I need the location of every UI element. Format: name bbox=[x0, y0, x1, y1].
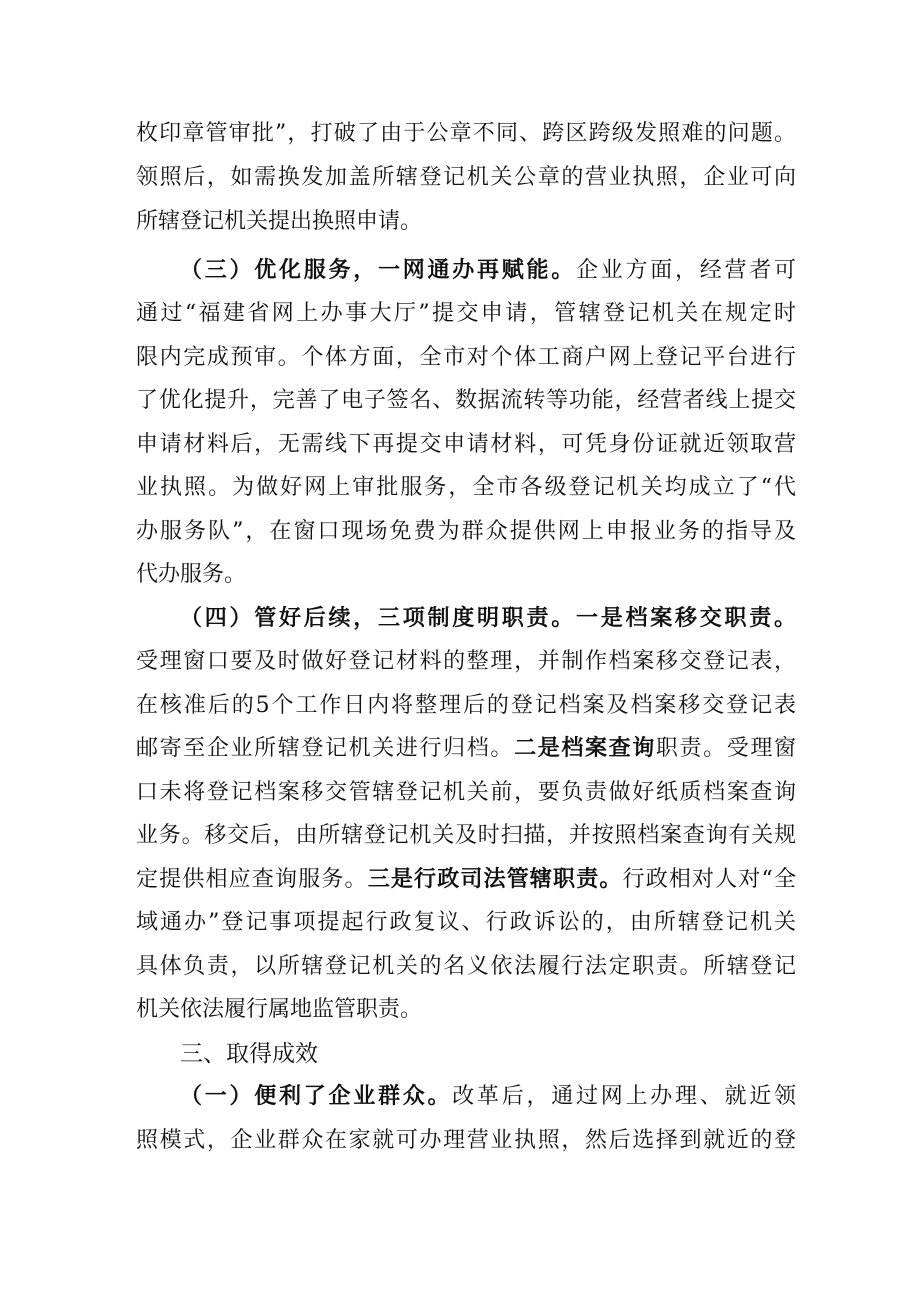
p3-line-2: 受理窗口要及时做好登记材料的整理，并制作档案移交登记表， bbox=[136, 649, 796, 674]
p4-line-1-rest: 改革后，通过网上办理、就近领 bbox=[452, 1084, 796, 1109]
p3-line-4-a: 邮寄至企业所辖登记机关进行归档。 bbox=[136, 736, 515, 761]
p3-line-4-bold: 二是档案查询 bbox=[514, 736, 656, 761]
p3-line-1 bbox=[180, 602, 796, 636]
p3-line-4-c: 职责。受理窗 bbox=[655, 736, 796, 761]
p2-line-7: 办服务队”，在窗口现场免费为群众提供网上申报业务的指导及 bbox=[136, 519, 796, 544]
p2-line-1-rest: 企业方面，经营者可 bbox=[575, 258, 796, 283]
p2-line-6: 业执照。为做好网上审批服务，全市各级登记机关均成立了“代 bbox=[136, 475, 796, 500]
p3-line-8: 域通办”登记事项提起行政复议、行政诉讼的，由所辖登记机关 bbox=[136, 910, 796, 935]
section-3-title: 三、取得成效 bbox=[180, 1041, 318, 1067]
p2-line-2: 通过“福建省网上办事大厅”提交申请，管辖登记机关在规定时 bbox=[136, 301, 796, 326]
p2-heading: （三）优化服务，一网通办再赋能。 bbox=[180, 258, 576, 283]
p2-line-3: 限内完成预审。个体方面，全市对个体工商户网上登记平台进行 bbox=[136, 345, 796, 370]
p3-line-3: 在核准后的5个工作日内将整理后的登记档案及档案移交登记表 bbox=[136, 693, 796, 718]
p3-line-4 bbox=[136, 732, 796, 766]
p4-heading: （一）便利了企业群众。 bbox=[180, 1084, 453, 1109]
p3-heading: （四）管好后续，三项制度明职责。一是档案移交职责。 bbox=[180, 606, 796, 631]
p2-line-8: 代办服务。 bbox=[136, 562, 247, 587]
p1-line-2: 领照后，如需换发加盖所辖登记机关公章的营业执照，企业可向 bbox=[136, 165, 796, 190]
p1-line-3: 所辖登记机关提出换照申请。 bbox=[136, 209, 423, 234]
p3-line-10: 机关依法履行属地监管职责。 bbox=[136, 997, 423, 1022]
p2-line-5: 申请材料后，无需线下再提交申请材料，可凭身份证就近领取营 bbox=[136, 432, 796, 457]
p3-line-9: 具体负责，以所辖登记机关的名义依法履行法定职责。所辖登记 bbox=[136, 954, 796, 979]
p4-line-1 bbox=[180, 1080, 796, 1114]
p2-line-4: 了优化提升，完善了电子签名、数据流转等功能，经营者线上提交 bbox=[136, 388, 796, 413]
p1-line-1: 枚印章管审批”，打破了由于公章不同、跨区跨级发照难的问题。 bbox=[136, 121, 796, 146]
p3-line-7 bbox=[136, 863, 796, 897]
p3-line-7-bold: 三是行政司法管辖职责。 bbox=[367, 867, 623, 892]
p2-line-1 bbox=[180, 254, 796, 288]
p3-line-5: 口未将登记档案移交管辖登记机关前，要负责做好纸质档案查询 bbox=[136, 780, 796, 805]
p3-line-7-c: 行政相对人对“全 bbox=[622, 867, 796, 892]
p4-line-2: 照模式，企业群众在家就可办理营业执照，然后选择到就近的登 bbox=[136, 1128, 796, 1153]
p3-line-7-a: 定提供相应查询服务。 bbox=[136, 867, 368, 892]
p3-line-6: 业务。移交后，由所辖登记机关及时扫描，并按照档案查询有关规 bbox=[136, 823, 796, 848]
